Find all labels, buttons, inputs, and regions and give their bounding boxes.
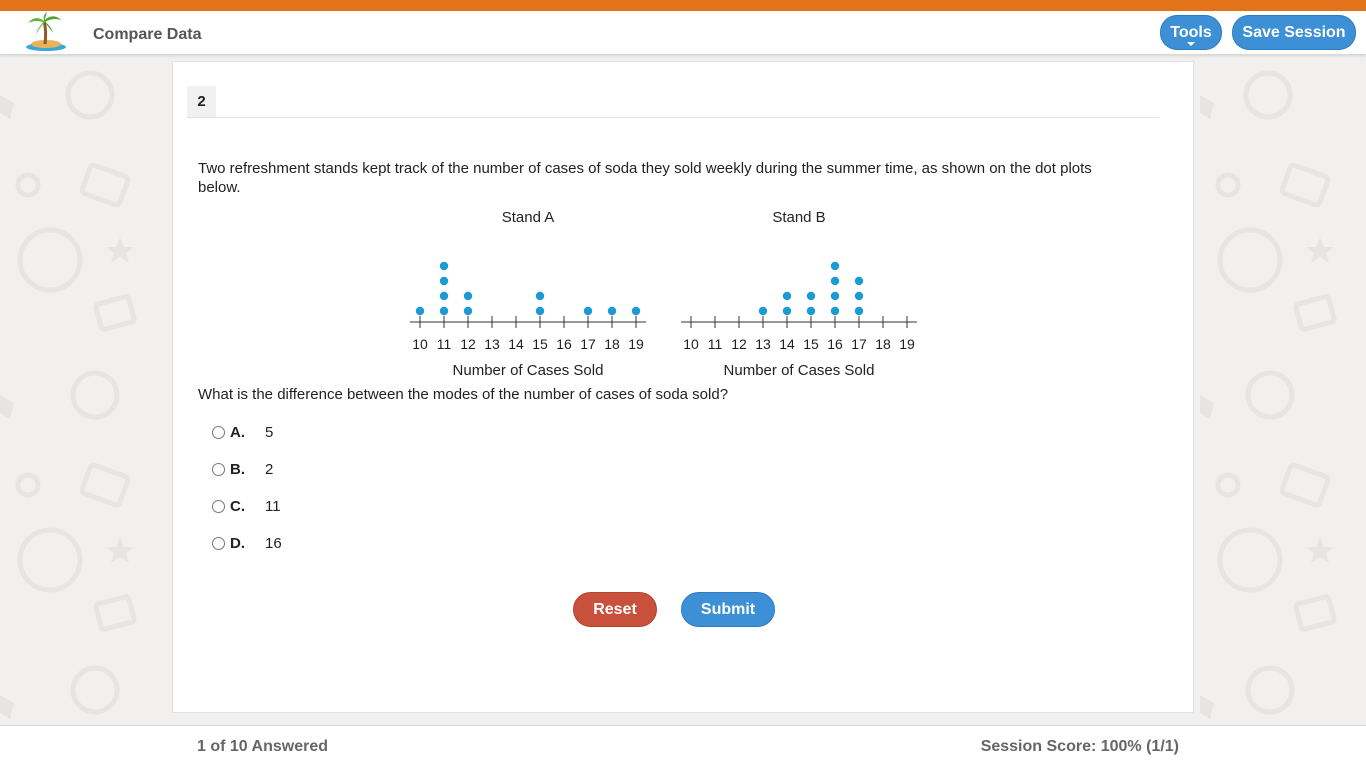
status-footer	[0, 725, 1366, 768]
choice-letter: A.	[230, 424, 245, 441]
save-session-button[interactable]: Save Session	[1232, 15, 1356, 50]
data-dot	[831, 307, 839, 315]
data-dot	[855, 292, 863, 300]
choice-letter: D.	[230, 535, 245, 552]
data-dot	[584, 307, 592, 315]
tick-label: 16	[827, 336, 843, 352]
question-number: 2	[187, 86, 216, 117]
tick-label: 18	[875, 336, 891, 352]
session-score: Session Score: 100% (1/1)	[980, 738, 1179, 755]
plot-title: Stand A	[501, 209, 555, 226]
reset-button[interactable]: Reset	[573, 592, 657, 627]
choice-text: 2	[265, 461, 274, 478]
data-dot	[536, 307, 544, 315]
tick-label: 14	[779, 336, 795, 352]
tools-button-label: Tools	[1170, 24, 1212, 41]
tick-label: 19	[899, 336, 915, 352]
axis-label: Number of Cases Sold	[452, 362, 604, 379]
tick-label: 10	[412, 336, 428, 352]
app-header	[0, 11, 1366, 55]
tick-label: 12	[460, 336, 476, 352]
data-dot	[783, 307, 791, 315]
question-prompt: What is the difference between the modes of the number of cases of soda sold?	[198, 386, 729, 403]
tick-label: 14	[508, 336, 524, 352]
divider	[187, 117, 1159, 118]
choice-text: 16	[265, 535, 282, 552]
data-dot	[632, 307, 640, 315]
tick-label: 18	[604, 336, 620, 352]
data-dot	[416, 307, 424, 315]
data-dot	[440, 292, 448, 300]
tick-label: 11	[436, 336, 452, 352]
data-dot	[807, 292, 815, 300]
data-dot	[608, 307, 616, 315]
radio-button[interactable]	[212, 463, 225, 476]
caret-down-icon	[1187, 42, 1195, 46]
choice-text: 5	[265, 424, 274, 441]
tick-label: 13	[484, 336, 500, 352]
data-dot	[783, 292, 791, 300]
choice-letter: C.	[230, 498, 245, 515]
data-dot	[759, 307, 767, 315]
data-dot	[464, 292, 472, 300]
data-dot	[855, 307, 863, 315]
tick-label: 16	[556, 336, 572, 352]
app-title: Compare Data	[93, 26, 202, 43]
axis-label: Number of Cases Sold	[723, 362, 875, 379]
tick-label: 15	[532, 336, 548, 352]
data-dot	[440, 307, 448, 315]
data-dot	[855, 277, 863, 285]
top-accent-stripe	[0, 0, 1366, 11]
data-dot	[831, 262, 839, 270]
choice-text: 11	[265, 498, 281, 515]
tick-label: 19	[628, 336, 644, 352]
data-dot	[831, 292, 839, 300]
tick-label: 12	[731, 336, 747, 352]
data-dot	[536, 292, 544, 300]
radio-button[interactable]	[212, 537, 225, 550]
radio-button[interactable]	[212, 500, 225, 513]
plot-title: Stand B	[772, 209, 826, 226]
tick-label: 13	[755, 336, 771, 352]
question-stem: Two refreshment stands kept track of the number of cases of soda they sold weekly during the summer time, as shown on the dot plots below.	[198, 160, 1092, 196]
radio-button[interactable]	[212, 426, 225, 439]
submit-button[interactable]: Submit	[681, 592, 775, 627]
data-dot	[464, 307, 472, 315]
tick-label: 17	[851, 336, 867, 352]
tick-label: 11	[707, 336, 723, 352]
question-card	[172, 61, 1194, 713]
tick-label: 15	[803, 336, 819, 352]
data-dot	[831, 277, 839, 285]
palm-tree-island-icon	[24, 12, 68, 52]
answered-count: 1 of 10 Answered	[197, 738, 329, 755]
tick-label: 17	[580, 336, 596, 352]
dot-plots	[401, 206, 921, 386]
data-dot	[440, 277, 448, 285]
tools-button[interactable]	[1160, 15, 1222, 50]
data-dot	[440, 262, 448, 270]
data-dot	[807, 307, 815, 315]
choice-letter: B.	[230, 461, 245, 478]
tick-label: 10	[683, 336, 699, 352]
